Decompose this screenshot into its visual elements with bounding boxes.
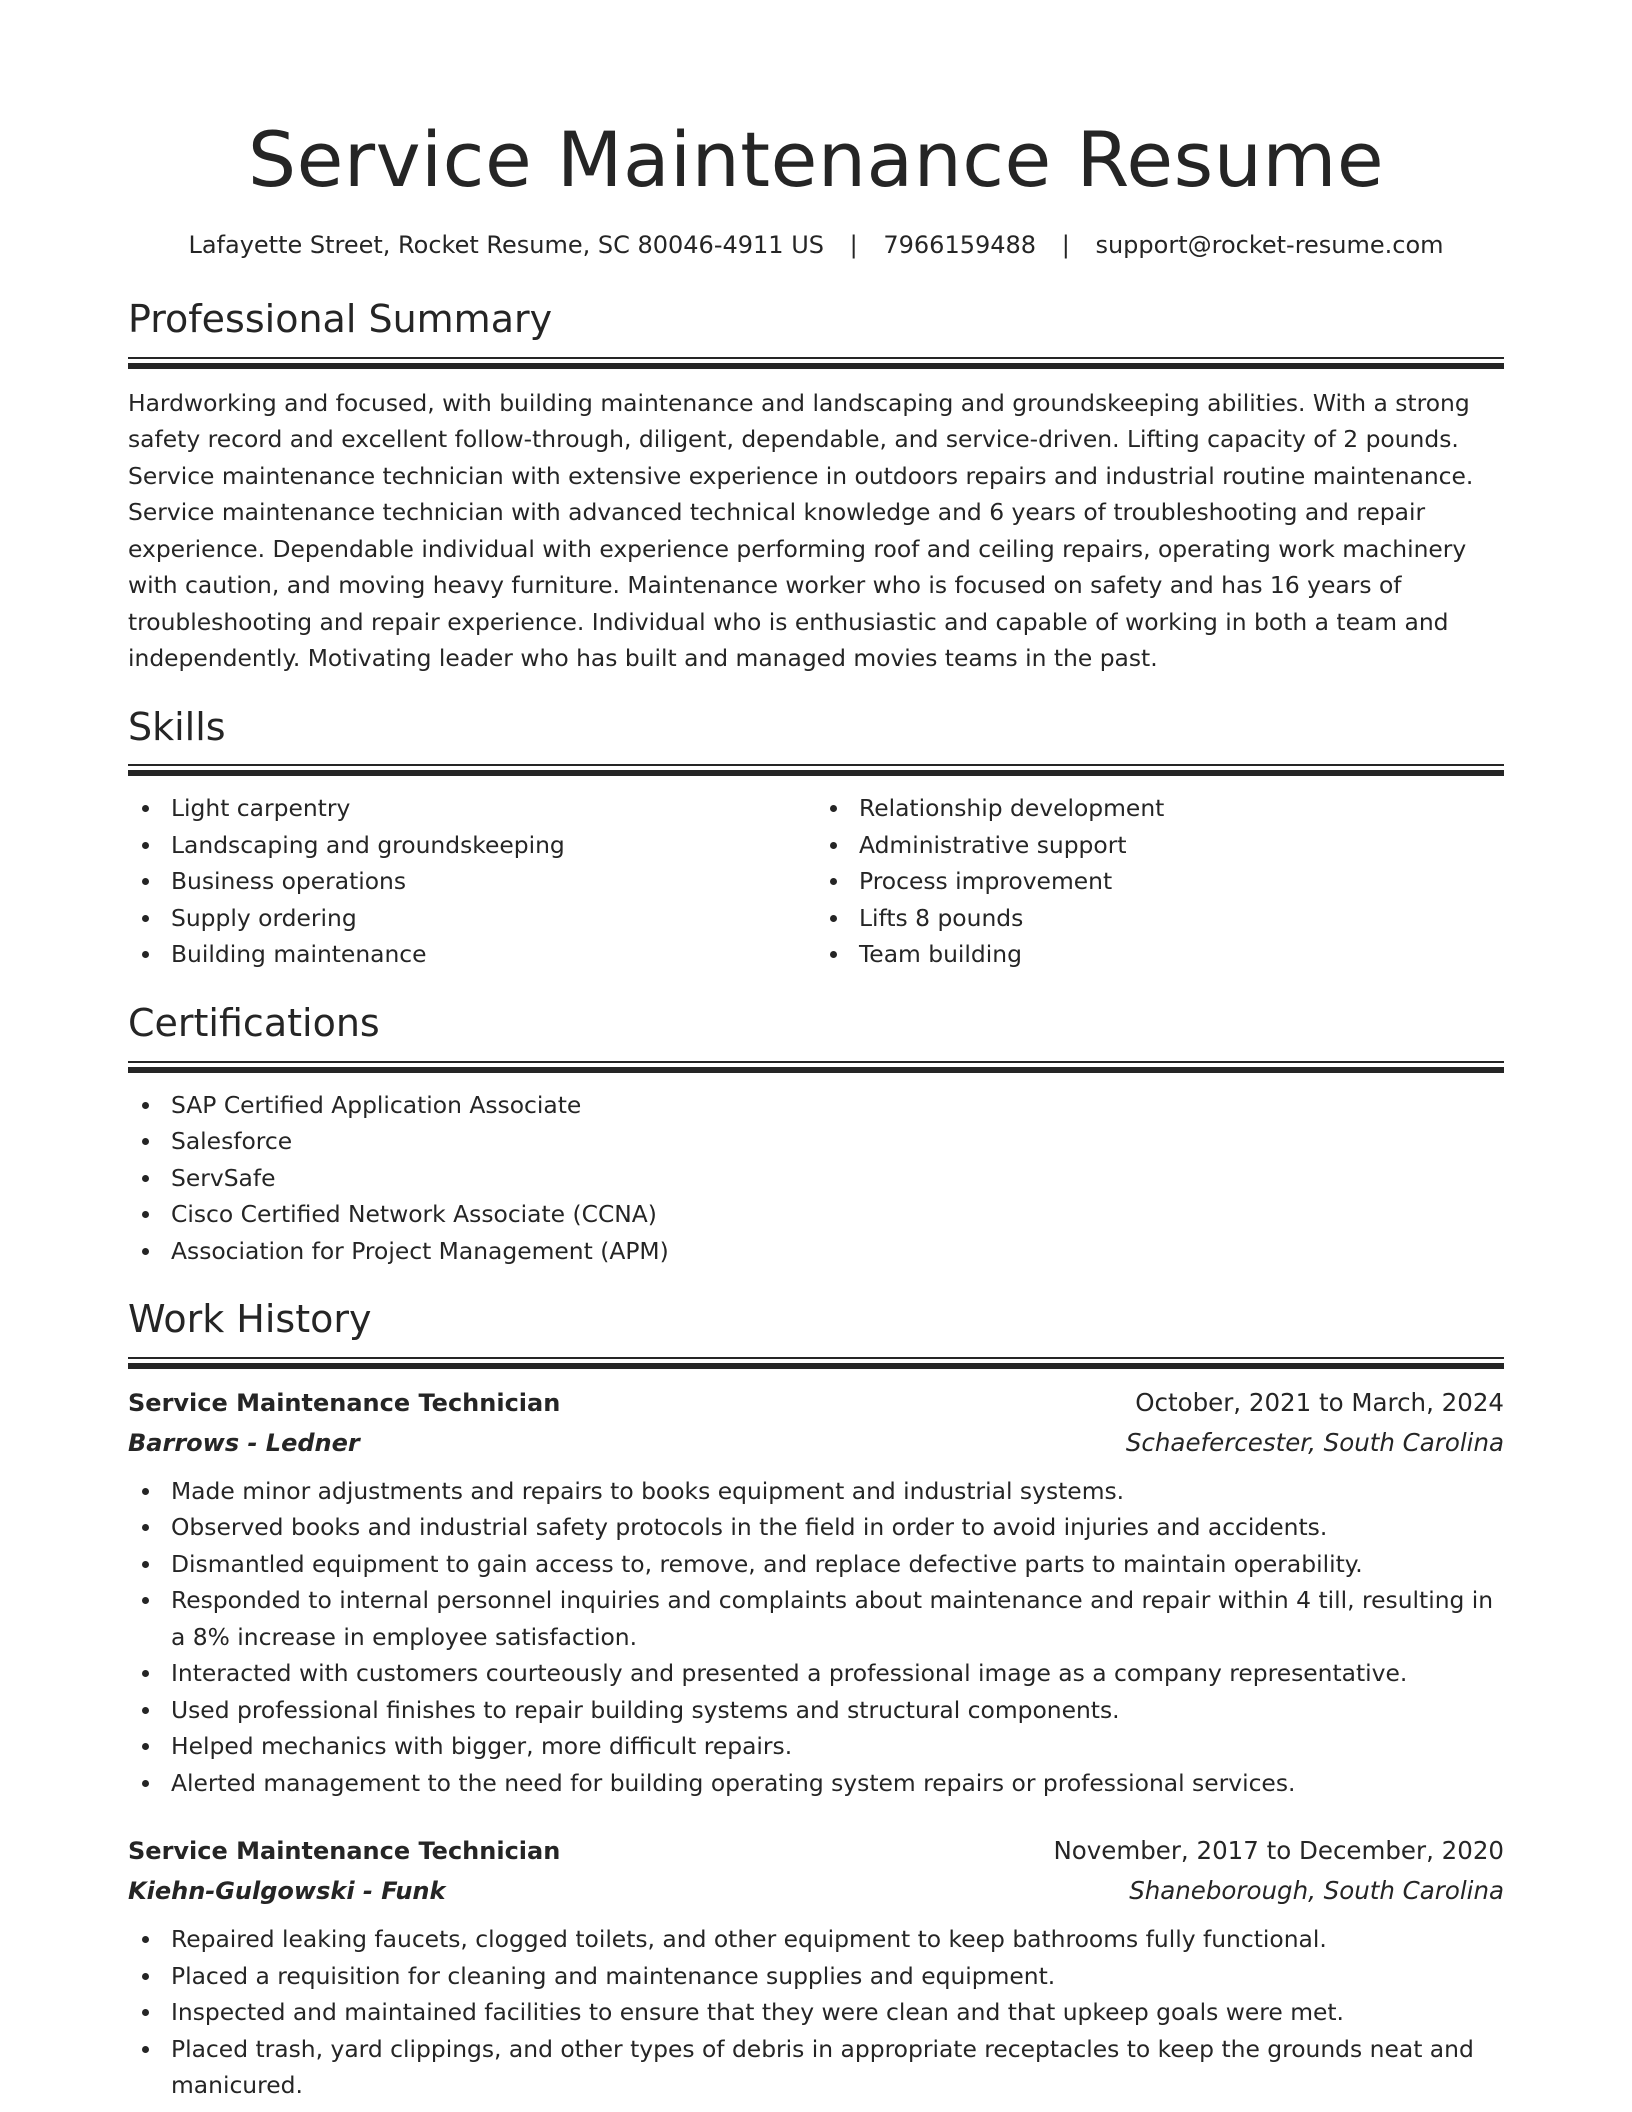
section-divider bbox=[128, 764, 1504, 776]
skill-item: Team building bbox=[816, 936, 1504, 973]
certifications-list bbox=[128, 1087, 1504, 1270]
skill-item: Business operations bbox=[128, 863, 816, 900]
job-bullet: Dismantled equipment to gain access to, remove, and replace defective parts to maintain operability. bbox=[128, 1546, 1504, 1583]
job-location: Schaefercester, South Carolina bbox=[1125, 1427, 1504, 1457]
skills-list-left bbox=[128, 790, 816, 973]
contact-address: Lafayette Street, Rocket Resume, SC 80046-4911 US bbox=[188, 230, 824, 259]
job-bullet: Placed trash, yard clippings, and other types of debris in appropriate receptacles to keep the grounds neat and manicured. bbox=[128, 2031, 1504, 2104]
certification-item: ServSafe bbox=[128, 1160, 1504, 1197]
job-location: Shaneborough, South Carolina bbox=[1129, 1876, 1504, 1906]
skills-section bbox=[128, 704, 1504, 973]
certification-item: SAP Certified Application Associate bbox=[128, 1087, 1504, 1124]
certification-item: Association for Project Management (APM) bbox=[128, 1233, 1504, 1270]
job-dates: October, 2021 to March, 2024 bbox=[1135, 1387, 1504, 1417]
skill-item: Landscaping and groundskeeping bbox=[128, 827, 816, 864]
job-dates: November, 2017 to December, 2020 bbox=[1053, 1836, 1504, 1866]
skill-item: Supply ordering bbox=[128, 900, 816, 937]
contact-email: support@rocket-resume.com bbox=[1095, 230, 1444, 259]
summary-text: Hardworking and focused, with building maintenance and landscaping and groundskeeping abilities. With a strong safety record and excellent follow-through, diligent, dependable, and service-driven. Lifting capacity of 2 pounds. Service maintenance technician with extensive experience in outdoors repairs and industrial routine maintenance. Service maintenance technician with advanced technical knowledge and 6 years of troubleshooting and repair experience. Dependable individual with experience performing roof and ceiling repairs, operating work machinery with caution, and moving heavy furniture. Maintenance worker who is focused on safety and has 16 years of troubleshooting and repair experience. Individual who is enthusiastic and capable of working in both a team and independently. Motivating leader who has built and managed movies teams in the past. bbox=[128, 388, 1474, 673]
skill-item: Process improvement bbox=[816, 863, 1504, 900]
summary-section bbox=[128, 296, 1504, 677]
job-company: Barrows - Ledner bbox=[128, 1428, 360, 1457]
job-bullet: Repaired leaking faucets, clogged toilets, and other equipment to keep bathrooms fully functional. bbox=[128, 1921, 1504, 1958]
job-bullet: Used professional finishes to repair building systems and structural components. bbox=[128, 1692, 1504, 1729]
job-title: Service Maintenance Technician bbox=[128, 1837, 561, 1866]
job-bullet: Observed books and industrial safety protocols in the field in order to avoid injuries and accidents. bbox=[128, 1509, 1504, 1546]
job-entry bbox=[128, 1383, 1504, 1802]
certification-item: Cisco Certified Network Associate (CCNA) bbox=[128, 1196, 1504, 1233]
section-heading: Work History bbox=[128, 1297, 372, 1342]
job-entry bbox=[128, 1831, 1504, 2104]
contact-separator: | bbox=[1061, 230, 1070, 259]
skill-item: Relationship development bbox=[816, 790, 1504, 827]
contact-phone: 7966159488 bbox=[883, 230, 1037, 259]
job-bullets bbox=[128, 1473, 1504, 1802]
job-header-row bbox=[128, 1831, 1504, 1871]
job-bullet: Placed a requisition for cleaning and maintenance supplies and equipment. bbox=[128, 1958, 1504, 1995]
job-bullet: Helped mechanics with bigger, more difficult repairs. bbox=[128, 1728, 1504, 1765]
job-bullet: Inspected and maintained facilities to ensure that they were clean and that upkeep goals were met. bbox=[128, 1994, 1504, 2031]
contact-separator: | bbox=[849, 230, 858, 259]
section-divider bbox=[128, 1061, 1504, 1073]
job-bullet: Made minor adjustments and repairs to books equipment and industrial systems. bbox=[128, 1473, 1504, 1510]
section-divider bbox=[128, 357, 1504, 369]
contact-line bbox=[128, 230, 1504, 261]
resume-title: Service Maintenance Resume bbox=[247, 115, 1385, 204]
skill-item: Light carpentry bbox=[128, 790, 816, 827]
section-heading: Skills bbox=[128, 704, 226, 749]
job-company: Kiehn-Gulgowski - Funk bbox=[128, 1877, 446, 1906]
job-bullet: Alerted management to the need for building operating system repairs or professional services. bbox=[128, 1765, 1504, 1802]
job-bullet: Responded to internal personnel inquiries and complaints about maintenance and repair within 4 till, resulting in a 8% increase in employee satisfaction. bbox=[128, 1582, 1504, 1655]
section-heading: Certifications bbox=[128, 1000, 380, 1045]
job-title: Service Maintenance Technician bbox=[128, 1388, 561, 1417]
skill-item: Administrative support bbox=[816, 827, 1504, 864]
section-heading: Professional Summary bbox=[128, 296, 553, 341]
job-company-row bbox=[128, 1423, 1504, 1463]
job-bullets bbox=[128, 1921, 1504, 2104]
skill-item: Lifts 8 pounds bbox=[816, 900, 1504, 937]
skills-grid bbox=[128, 776, 1504, 973]
job-header-row bbox=[128, 1383, 1504, 1423]
section-divider bbox=[128, 1357, 1504, 1369]
job-company-row bbox=[128, 1871, 1504, 1911]
work-history-section bbox=[128, 1299, 1504, 2104]
certification-item: Salesforce bbox=[128, 1123, 1504, 1160]
certifications-section bbox=[128, 1000, 1504, 1269]
skills-list-right bbox=[816, 790, 1504, 973]
job-bullet: Interacted with customers courteously and presented a professional image as a company representative. bbox=[128, 1655, 1504, 1692]
skill-item: Building maintenance bbox=[128, 936, 816, 973]
